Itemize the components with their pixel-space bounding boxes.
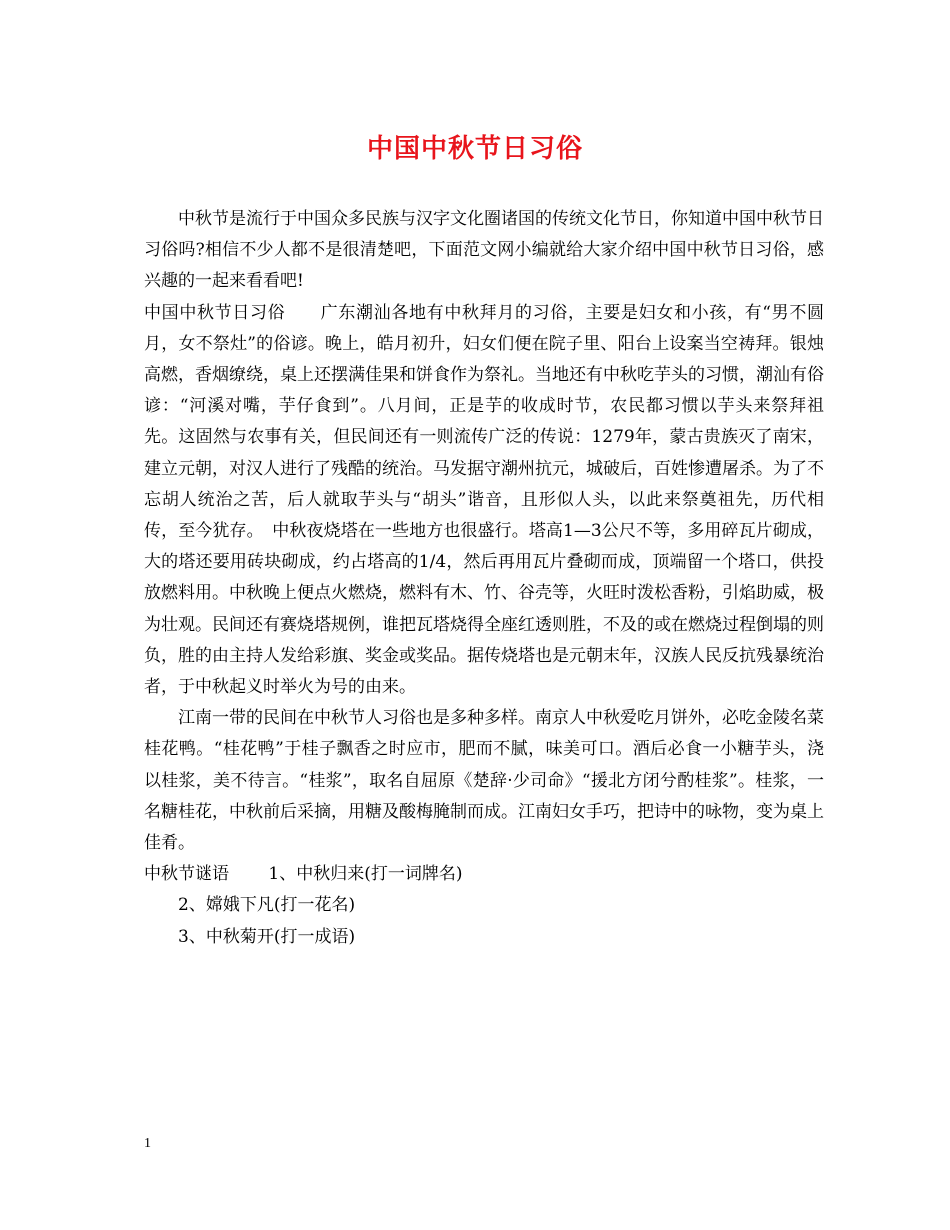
page-number: 1 [144, 1136, 151, 1151]
intro-paragraph: 中秋节是流行于中国众多民族与汉字文化圈诸国的传统文化节日，你知道中国中秋节日习俗吗?相信不少人都不是很清楚吧，下面范文网小编就给大家介绍中国中秋节日习俗，感兴趣的一起来看看吧! [144, 209, 824, 292]
document-title: 中国中秋节日习俗 [366, 134, 583, 164]
riddle-item: 2、嫦娥下凡(打一花名) [178, 895, 356, 916]
riddle-item: 3、中秋菊开(打一成语) [178, 926, 356, 947]
jiangnan-paragraph: 江南一带的民间在中秋节人习俗也是多种多样。南京人中秋爱吃月饼外，必吃金陵名菜桂花鸭。“桂花鸭”于桂子飘香之时应市，肥而不腻，味美可口。酒后必食一小糖芋头，浇以桂浆，美不待言。“桂浆”，取名自屈原《楚辞·少司命》“援北方闭兮酌桂浆”。桂浆，一名糖桂花，中秋前后采摘，用糖及酸梅腌制而成。江南妇女手巧，把诗中的咏物，变为桌上佳肴。 [144, 708, 824, 854]
riddle-heading: 中秋节谜语 1、中秋归来(打一词牌名) [144, 864, 463, 885]
customs-paragraph: 中国中秋节日习俗 广东潮汕各地有中秋拜月的习俗，主要是妇女和小孩，有“男不圆月，女不祭灶”的俗谚。晚上，皓月初升，妇女们便在院子里、阳台上设案当空祷拜。银烛高燃，香烟缭绕，桌上还摆满佳果和饼食作为祭礼。当地还有中秋吃芋头的习惯，潮汕有俗谚：“河溪对嘴，芋仔食到”。八月间，正是芋的收成时节，农民都习惯以芋头来祭拜祖先。这固然与农事有关，但民间还有一则流传广泛的传说：1279年，蒙古贵族灭了南宋，建立元朝，对汉人进行了残酷的统治。马发据守潮州抗元，城破后，百姓惨遭屠杀。为了不忘胡人统治之苦，后人就取芋头与“胡头”谐音，且形似人头，以此来祭奠祖先，历代相传，至今犹存。 中秋夜烧塔在一些地方也很盛行。塔高1—3公尺不等，多用碎瓦片砌成，大的塔还要用砖块砌成，约占塔高的1/4，然后再用瓦片叠砌而成，顶端留一个塔口，供投放燃料用。中秋晚上便点火燃烧，燃料有木、竹、谷壳等，火旺时泼松香粉，引焰助威，极为壮观。民间还有赛烧塔规例，谁把瓦塔烧得全座红透则胜，不及的或在燃烧过程倒塌的则负，胜的由主持人发给彩旗、奖金或奖品。据传烧塔也是元朝末年，汉族人民反抗残暴统治者，于中秋起义时举火为号的由来。 [144, 302, 824, 698]
document-body [144, 204, 824, 953]
